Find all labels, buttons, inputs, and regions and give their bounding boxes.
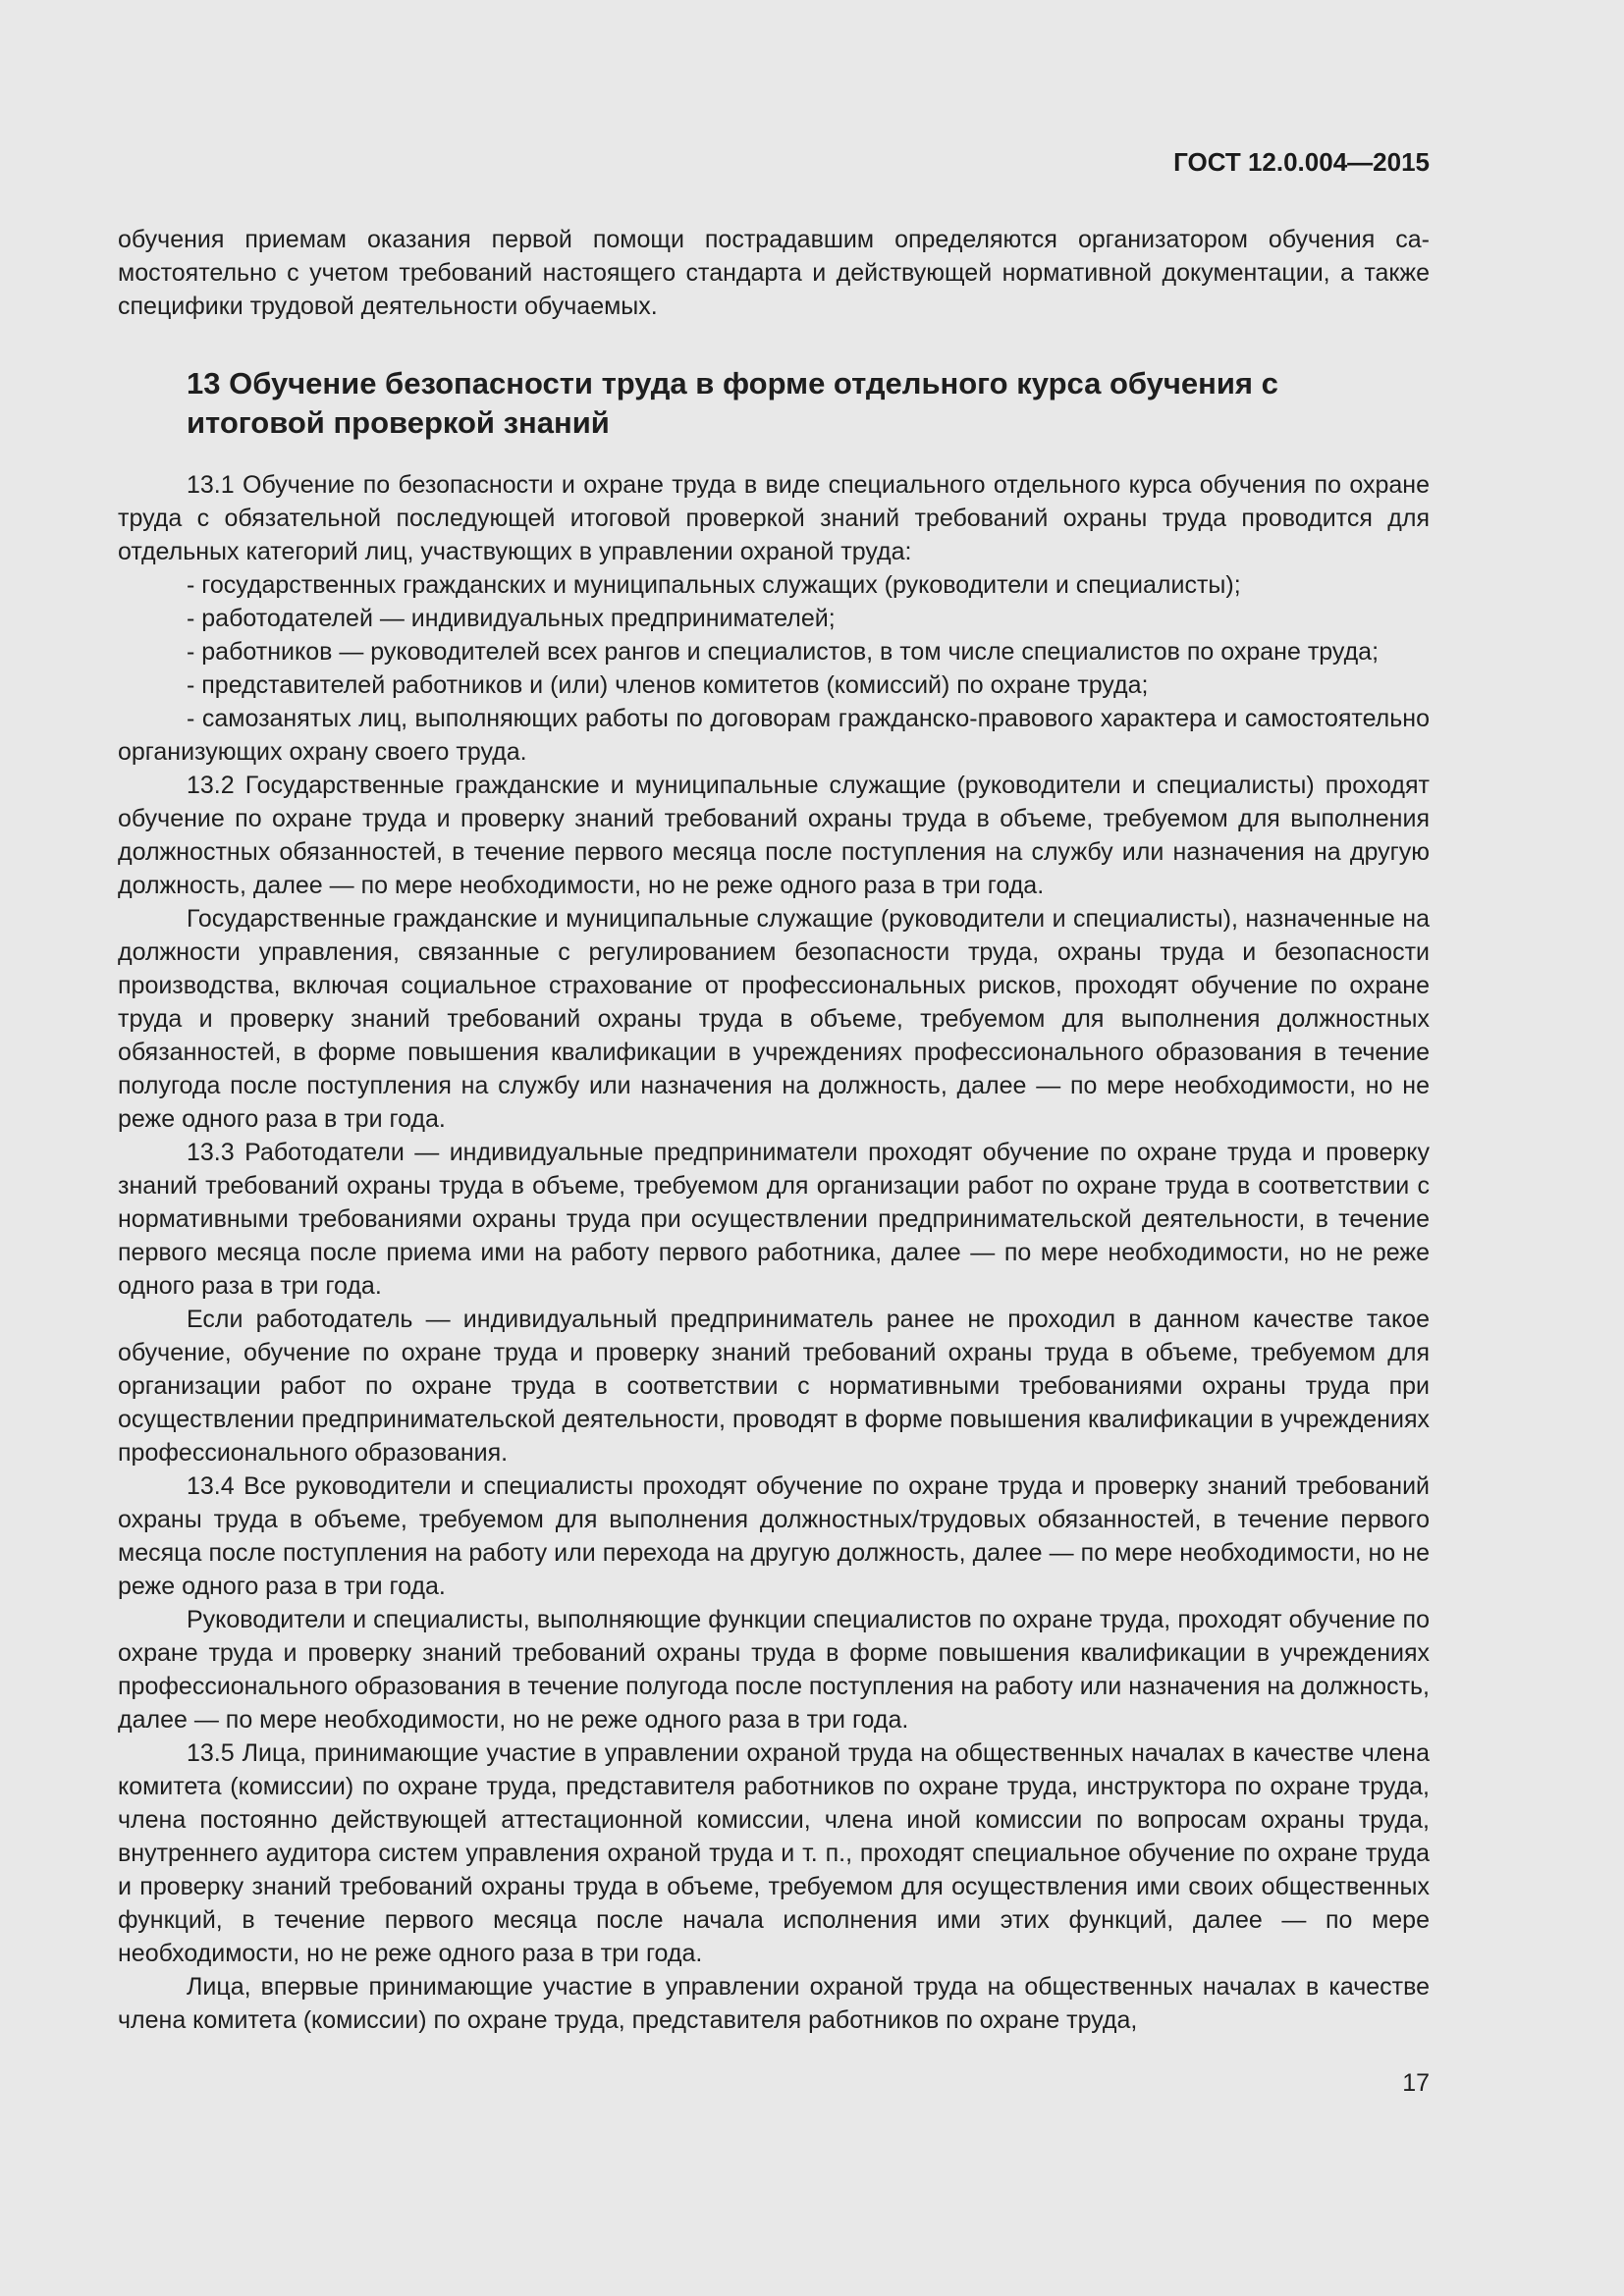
page-number: 17: [1402, 2069, 1430, 2097]
paragraph-13-5: 13.5 Лица, принимающие участие в управлении охраной труда на общественных началах в качестве члена комитета (комиссии) по охране труда, представителя работников по охране труда, инструктора по охране труда, члена постоянно действующей аттестационной комиссии, члена иной комиссии по вопросам охраны труда, внутреннего аудитора систем управления охраной труда и т. п., проходят специальное обучение по охране труда и проверку знаний требований охраны труда в объеме, требуемом для осуществления ими своих общественных функций, в течение первого месяца после начала исполнения ими этих функций, далее — по мере необходимости, но не реже одного раза в три года.: [118, 1739, 1430, 1967]
paragraph-13-2: 13.2 Государственные гражданские и муниципальные служащие (руководители и специалисты) проходят обучение по охране труда и проверку знаний требований охраны труда в объеме, требуемом для выполнения должностных обязанностей, в течение первого месяца после поступления на службу или назначения на другую должность, далее — по мере необходимости, но не реже одного раза в три года.: [118, 772, 1430, 899]
paragraph-13-5-continued: Лица, впервые принимающие участие в управлении охраной труда на общественных началах в качестве члена комитета (комиссии) по охране труда, представителя работников по охране труда,: [118, 1973, 1430, 2034]
paragraph-13-3-continued: Если работодатель — индивидуальный предприниматель ранее не проходил в данном качестве такое обучение, обучение по охране труда и проверку знаний требований охраны труда в объеме, требуемом для организации работ по охране труда в соответствии с нормативными требованиями охраны труда при осуществлении предпринимательской деятельности, проводят в форме повышения квалификации в учреждениях профессионального образования.: [118, 1306, 1430, 1467]
list-item: - самозанятых лиц, выполняющих работы по договорам гражданско-правового характера и самостоятельно организующих охрану своего труда.: [118, 705, 1430, 766]
paragraph-13-4-continued: Руководители и специалисты, выполняющие функции специалистов по охране труда, проходят обучение по охране труда и проверку знаний требований охраны труда в форме повышения квалификации в учреждениях профессионального образования в течение полугода после поступления на работу или назначения на должность, далее — по мере необходимости, но не реже одного раза в три года.: [118, 1606, 1430, 1734]
paragraph-13-4: 13.4 Все руководители и специалисты проходят обучение по охране труда и проверку знаний требований охраны труда в объеме, требуемом для выполнения должностных/трудовых обязанностей, в течение первого месяца после поступления на работу или перехода на другую должность, далее — по мере необходимости, но не реже одного раза в три года.: [118, 1472, 1430, 1600]
paragraph-13-1: 13.1 Обучение по безопасности и охране труда в виде специального отдельного курса обучения по охране труда с обязательной последующей итоговой проверкой знаний требований охраны труда проводится для отдельных категорий лиц, участвующих в управлении охраной труда:: [118, 471, 1430, 565]
paragraph-13-3: 13.3 Работодатели — индивидуальные предприниматели проходят обучение по охране труда и проверку знаний требований охраны труда в объеме, требуемом для организации работ по охране труда в соответствии с нормативными требованиями охраны труда при осуществлении предпринимательской деятельности, в течение первого месяца после приема ими на работу первого работника, далее — по мере необходимости, но не реже одного раза в три года.: [118, 1139, 1430, 1300]
list-item: - работодателей — индивидуальных предпринимателей;: [187, 605, 836, 632]
list-item: - работников — руководителей всех рангов и специалистов, в том числе специалистов по охране труда;: [187, 638, 1380, 666]
paragraph-13-2-continued: Государственные гражданские и муниципальные служащие (руководители и специалисты), назначенные на должности управления, связанные с регулированием безопасности труда, охраны труда и безопасности производства, включая социальное страхование от профессиональных рисков, проходят обучение по охране труда и проверку знаний требований охраны труда в объеме, требуемом для выполнения должностных обязанностей, в форме повышения квалификации в учреждениях профессионального образования в течение полугода после поступления на службу или назначения на должность, далее — по мере необходимости, но не реже одного раза в три года.: [118, 905, 1430, 1133]
document-code-header: ГОСТ 12.0.004—2015: [1173, 147, 1430, 177]
list-item: - представителей работников и (или) членов комитетов (комиссий) по охране труда;: [187, 671, 1149, 699]
list-item: - государственных гражданских и муниципальных служащих (руководители и специалисты);: [187, 571, 1241, 599]
document-body: [118, 223, 1430, 2037]
intro-paragraph: обучения приемам оказания первой помощи пострадавшим определяются организатором обучения самостоятельно с учетом требований настоящего стандарта и действующей нормативной документации, а также специфики трудовой деятельности обучаемых.: [118, 226, 1430, 320]
section-title: 13 Обучение безопасности труда в форме отдельного курса обучения с итоговой проверкой знаний: [187, 366, 1278, 440]
